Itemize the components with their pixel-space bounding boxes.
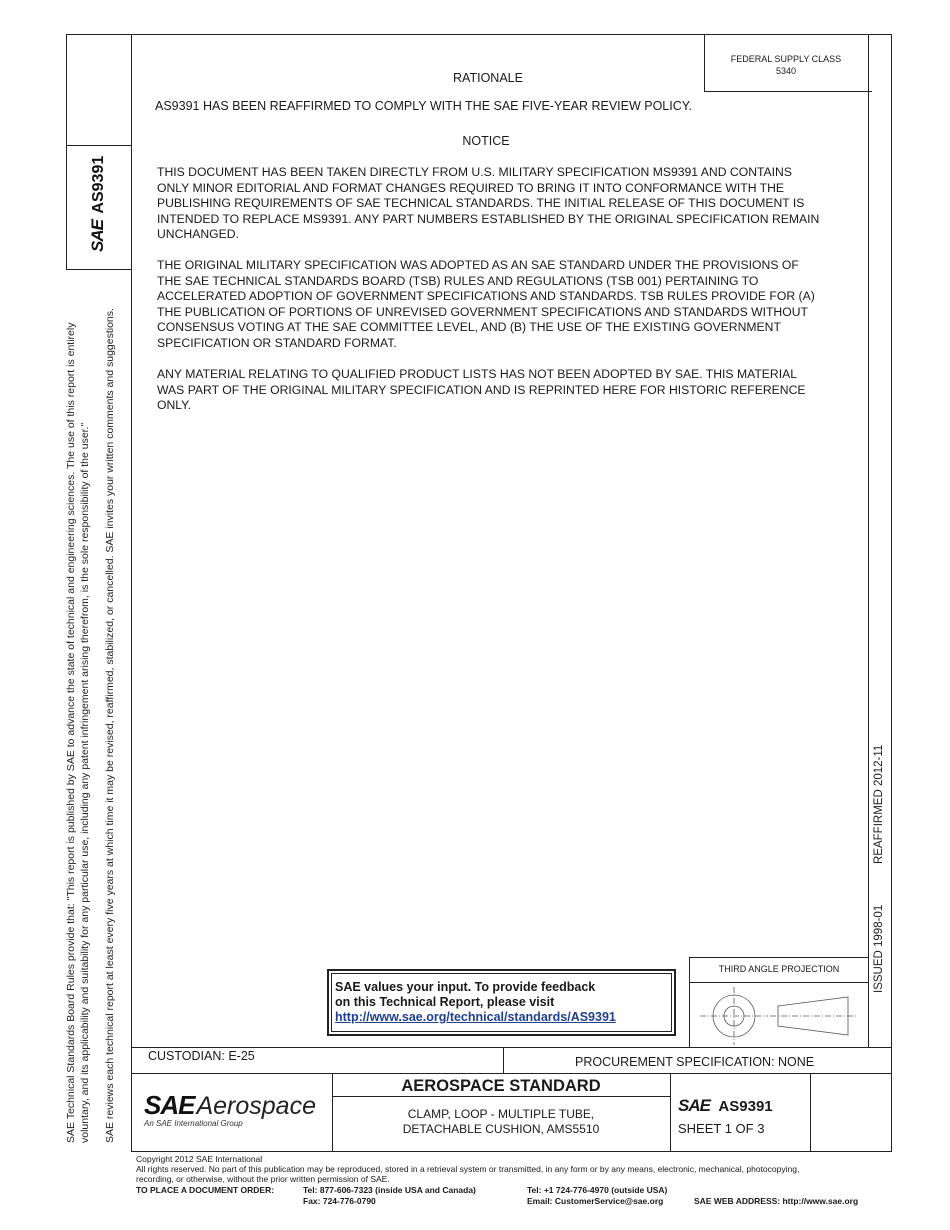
tel-outside: Tel: +1 724-776-4970 (outside USA) (527, 1185, 668, 1195)
left-strip-divider-1 (66, 145, 131, 146)
procurement-spec: PROCUREMENT SPECIFICATION: NONE (575, 1055, 815, 1069)
tb-line-bottom (131, 1151, 892, 1152)
projection-cone-view (770, 997, 856, 1035)
standard-title: AEROSPACE STANDARD (401, 1077, 601, 1095)
tb-line-2 (131, 1073, 892, 1074)
tb-div-sheet (810, 1073, 811, 1151)
tb-div-title (670, 1073, 671, 1151)
left-doc-id (78, 155, 118, 260)
notice-paragraph-1: THIS DOCUMENT HAS BEEN TAKEN DIRECTLY FROM U.S. MILITARY SPECIFICATION MS9391 AND CONTAINS ONLY MINOR EDITORIAL AND FORMAT CHANGES REQUIRED TO BRING IT INTO CONFORMANCE WITH THE PUBLISHING REQUIREMENTS OF SAE TECHNICAL STANDARDS. THE INITIAL RELEASE OF THIS DOCUMENT IS INTENDED TO REPLACE MS9391. ANY PART NUMBERS ESTABLISHED BY THE ORIGINAL SPECIFICATION REMAIN UNCHANGED. (157, 165, 820, 241)
small-sae-logo: SAE (678, 1096, 710, 1115)
logo-sae-text: SAE (144, 1090, 195, 1120)
tb-line-1 (131, 1047, 892, 1048)
logo-subtitle: An SAE International Group (144, 1119, 243, 1128)
email: Email: CustomerService@sae.org (527, 1196, 664, 1206)
fsc-value: 5340 (775, 66, 797, 76)
feedback-line-1: SAE values your input. To provide feedback (335, 980, 596, 994)
projection-label: THIRD ANGLE PROJECTION (718, 964, 840, 974)
disclaimer-line-3: SAE reviews each technical report at least every five years at which time it may be revised, reaffirmed, stabilized, or cancelled. SAE invites your written comments and suggestions. (104, 308, 116, 1143)
feedback-link[interactable]: http://www.sae.org/technical/standards/AS9391 (335, 1010, 616, 1024)
reaffirmed-date: REAFFIRMED 2012-11 (873, 744, 885, 864)
frame-outer-right (891, 34, 892, 1152)
sheet-number: SHEET 1 OF 3 (678, 1121, 765, 1136)
left-strip-divider-2 (66, 269, 131, 270)
projection-symbol (690, 983, 868, 1047)
doc-number: AS9391 (718, 1098, 773, 1115)
rationale-heading: RATIONALE (453, 71, 523, 85)
frame-main-left (131, 34, 132, 1152)
tel-usa: Tel: 877-606-7323 (inside USA and Canada) (303, 1185, 476, 1195)
logo-aerospace-text: Aerospace (196, 1092, 316, 1120)
frame-main-right (868, 34, 869, 1048)
copyright: Copyright 2012 SAE International (136, 1154, 263, 1164)
notice-heading: NOTICE (462, 134, 510, 148)
fsc-box-bottom (704, 91, 872, 92)
feedback-box (327, 969, 676, 1036)
issued-date: ISSUED 1998-01 (873, 904, 885, 993)
notice-paragraph-3: ANY MATERIAL RELATING TO QUALIFIED PRODUCT LISTS HAS NOT BEEN ADOPTED BY SAE. THIS MATERIAL WAS PART OF THE ORIGINAL MILITARY SPECIFICATION AND IS REPRINTED HERE FOR HISTORIC REFERENCE ONLY. (157, 367, 806, 412)
projection-circle-view (700, 987, 768, 1045)
rights-line-1: All rights reserved. No part of this publication may be reproduced, stored in a retrieval system or transmitted, in any form or by any means, electronic, mechanical, photocopying, (136, 1164, 800, 1174)
sae-logo-small: SAE (88, 220, 107, 252)
tb-div-custodian (503, 1047, 504, 1073)
part-line-1: CLAMP, LOOP - MULTIPLE TUBE, (407, 1107, 595, 1121)
disclaimer-line-2: voluntary, and its applicability and suitability for any particular use, including any patent infringement arising therefrom, is the sole responsibility of the user." (79, 422, 91, 1143)
projection-box-top (689, 957, 869, 958)
rights-line-2: recording, or otherwise, without the prior written permission of SAE. (136, 1174, 390, 1184)
rationale-text: AS9391 HAS BEEN REAFFIRMED TO COMPLY WITH THE SAE FIVE-YEAR REVIEW POLICY. (155, 99, 692, 113)
tb-title-underline (332, 1096, 670, 1097)
order-label: TO PLACE A DOCUMENT ORDER: (136, 1185, 275, 1195)
feedback-line-2: on this Technical Report, please visit (335, 995, 555, 1009)
part-line-2: DETACHABLE CUSHION, AMS5510 (402, 1122, 600, 1136)
frame-left (66, 34, 67, 270)
frame-top (66, 34, 892, 35)
custodian: CUSTODIAN: E-25 (148, 1049, 255, 1063)
notice-paragraph-2: THE ORIGINAL MILITARY SPECIFICATION WAS ADOPTED AS AN SAE STANDARD UNDER THE PROVISIONS OF THE SAE TECHNICAL STANDARDS BOARD (TSB) RULES AND REGULATIONS (TSB 001) PERTAINING TO ACCELERATED ADOPTION OF GOVERNMENT SPECIFICATIONS AND STANDARDS. TSB RULES PROVIDE FOR (A) THE PUBLICATION OF PORTIONS OF UNREVISED GOVERNMENT SPECIFICATIONS AND STANDARDS WITHOUT CONSENSUS VOTING AT THE SAE COMMITTEE LEVEL, AND (B) THE USE OF THE EXISTING GOVERNMENT SPECIFICATION OR STANDARD FORMAT. (157, 258, 815, 350)
left-doc-number: AS9391 (90, 155, 107, 214)
web-address: SAE WEB ADDRESS: http://www.sae.org (694, 1196, 859, 1206)
fax: Fax: 724-776-0790 (303, 1196, 376, 1206)
sae-aerospace-logo (144, 1090, 329, 1135)
doc-id-block (678, 1096, 773, 1116)
disclaimer-line-1: SAE Technical Standards Board Rules provide that: "This report is published by SAE to advance the state of technical and engineering sciences. The use of this report is entirely (65, 322, 77, 1143)
fsc-label: FEDERAL SUPPLY CLASS (730, 54, 842, 64)
